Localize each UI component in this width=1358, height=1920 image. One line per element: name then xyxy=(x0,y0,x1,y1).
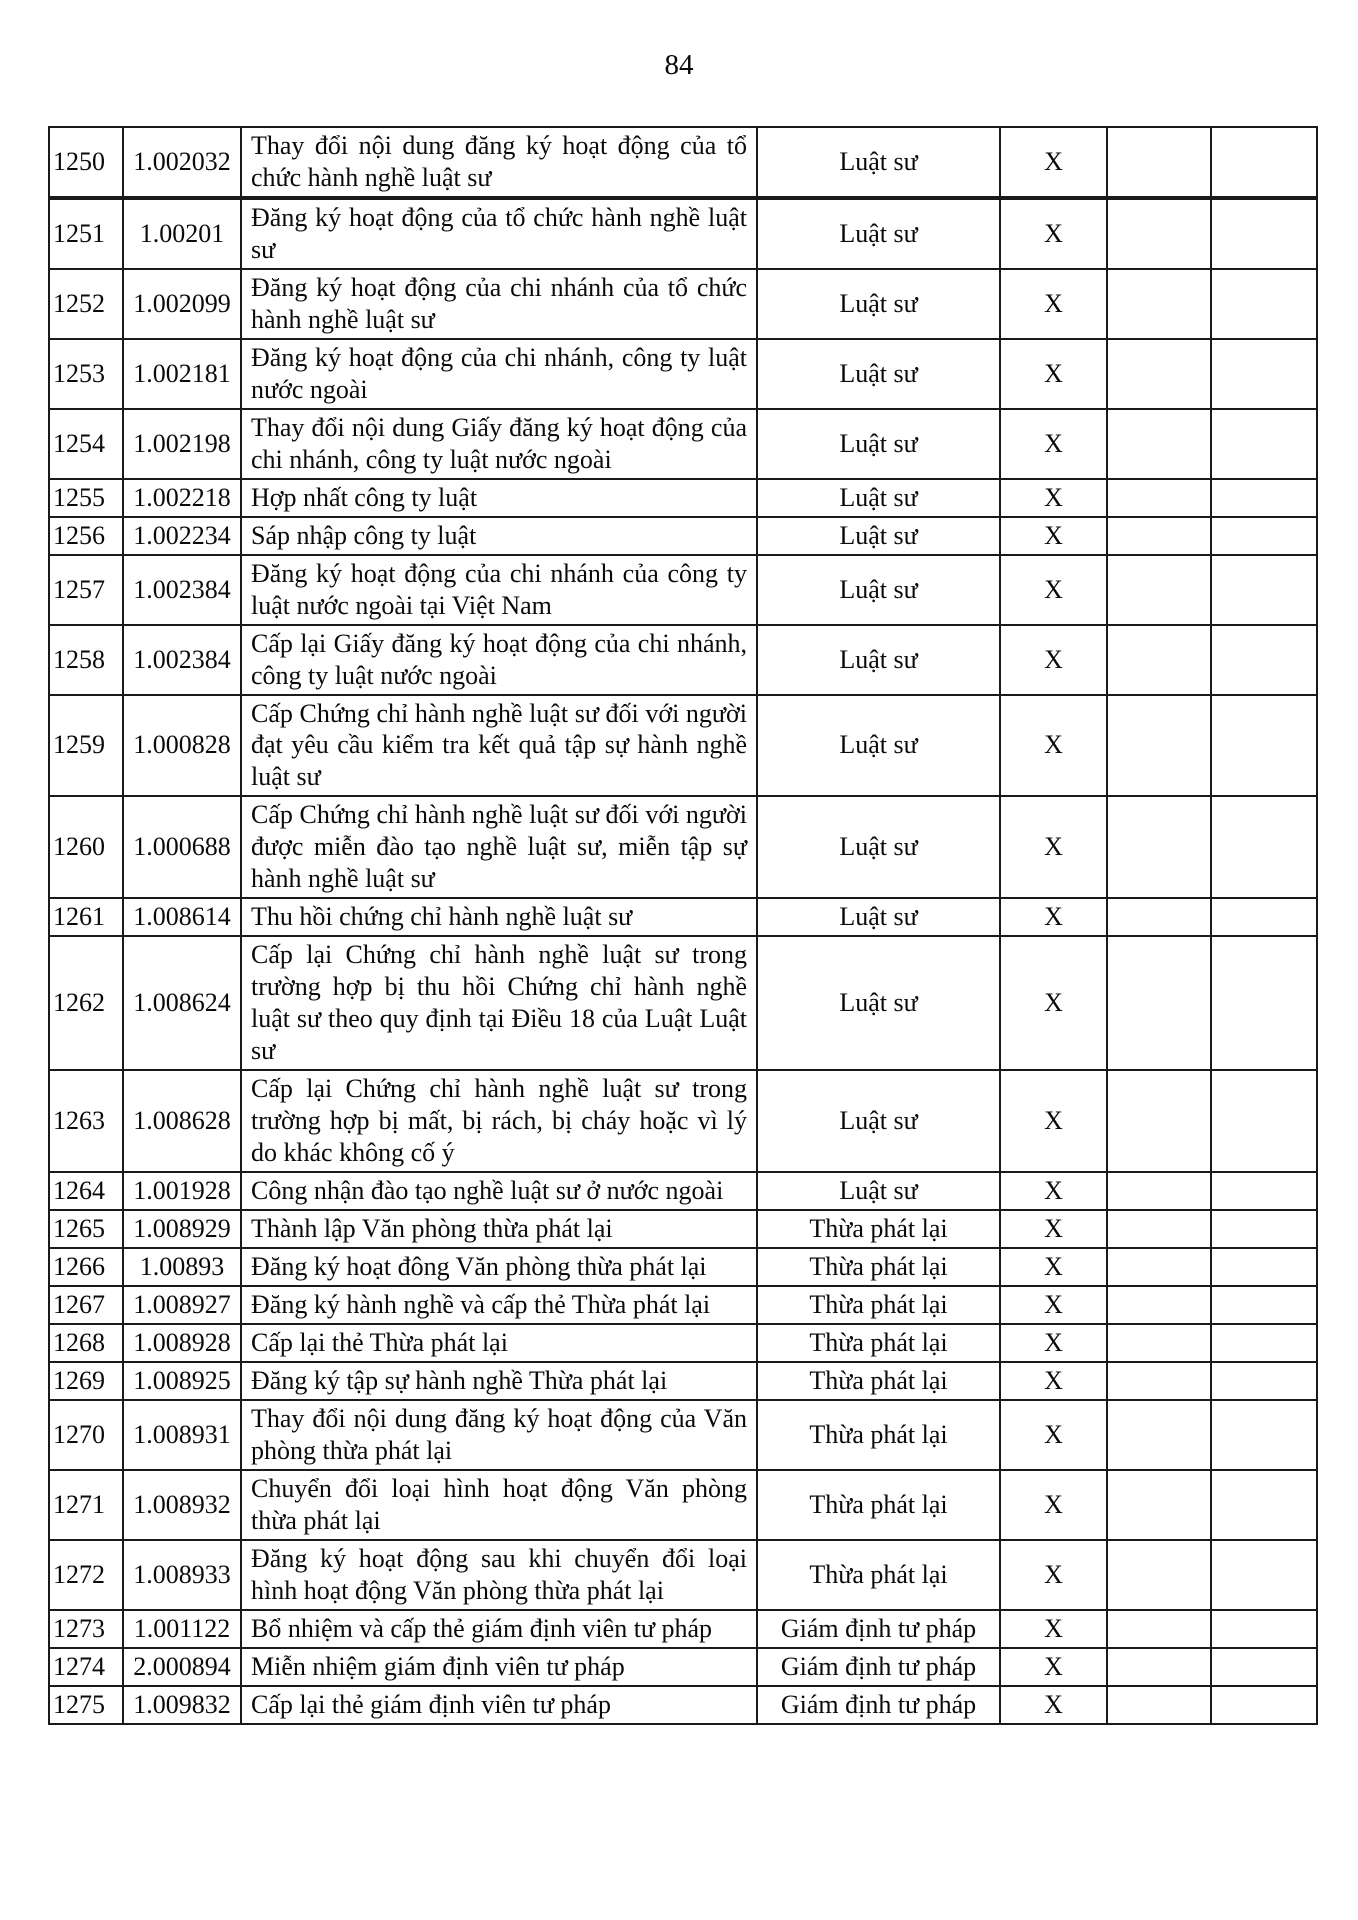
procedure-description-cell: Bổ nhiệm và cấp thẻ giám định viên tư pháp xyxy=(241,1610,757,1648)
procedure-code-cell: 1.008624 xyxy=(123,936,241,1070)
mark-cell: X xyxy=(1000,1286,1107,1324)
empty-cell-2 xyxy=(1211,1324,1317,1362)
mark-cell: X xyxy=(1000,1210,1107,1248)
table-row xyxy=(49,517,1317,555)
row-number-cell: 1275 xyxy=(49,1686,123,1724)
empty-cell-1 xyxy=(1107,555,1211,625)
category-cell: Thừa phát lại xyxy=(757,1540,1000,1610)
procedure-description-cell: Đăng ký hoạt động của chi nhánh, công ty luật nước ngoài xyxy=(241,339,757,409)
table-row xyxy=(49,1172,1317,1210)
empty-cell-1 xyxy=(1107,339,1211,409)
procedure-description-cell: Thay đổi nội dung đăng ký hoạt động của tổ chức hành nghề luật sư xyxy=(241,127,757,198)
procedure-description-cell: Thành lập Văn phòng thừa phát lại xyxy=(241,1210,757,1248)
procedure-code-cell: 1.00893 xyxy=(123,1248,241,1286)
empty-cell-2 xyxy=(1211,1470,1317,1540)
mark-cell: X xyxy=(1000,269,1107,339)
procedure-code-cell: 1.002384 xyxy=(123,555,241,625)
procedure-description-cell: Sáp nhập công ty luật xyxy=(241,517,757,555)
mark-cell: X xyxy=(1000,555,1107,625)
empty-cell-2 xyxy=(1211,1070,1317,1172)
empty-cell-2 xyxy=(1211,1648,1317,1686)
procedure-description-cell: Đăng ký hoạt đông Văn phòng thừa phát lại xyxy=(241,1248,757,1286)
empty-cell-2 xyxy=(1211,339,1317,409)
empty-cell-2 xyxy=(1211,898,1317,936)
procedure-description-cell: Cấp Chứng chỉ hành nghề luật sư đối với người được miễn đào tạo nghề luật sư, miễn tập sự hành nghề luật sư xyxy=(241,796,757,898)
procedure-code-cell: 1.008628 xyxy=(123,1070,241,1172)
mark-cell: X xyxy=(1000,1362,1107,1400)
procedure-description-cell: Đăng ký hoạt động của chi nhánh của tổ chức hành nghề luật sư xyxy=(241,269,757,339)
table-row xyxy=(49,1648,1317,1686)
category-cell: Thừa phát lại xyxy=(757,1248,1000,1286)
row-number-cell: 1251 xyxy=(49,198,123,269)
empty-cell-1 xyxy=(1107,1324,1211,1362)
procedure-code-cell: 1.000828 xyxy=(123,695,241,797)
procedure-code-cell: 1.002384 xyxy=(123,625,241,695)
mark-cell: X xyxy=(1000,625,1107,695)
empty-cell-1 xyxy=(1107,1362,1211,1400)
empty-cell-2 xyxy=(1211,517,1317,555)
empty-cell-1 xyxy=(1107,1248,1211,1286)
procedure-description-cell: Thay đổi nội dung Giấy đăng ký hoạt động của chi nhánh, công ty luật nước ngoài xyxy=(241,409,757,479)
empty-cell-2 xyxy=(1211,1610,1317,1648)
category-cell: Luật sư xyxy=(757,936,1000,1070)
empty-cell-1 xyxy=(1107,517,1211,555)
empty-cell-2 xyxy=(1211,625,1317,695)
table-row xyxy=(49,198,1317,269)
procedure-code-cell: 1.008927 xyxy=(123,1286,241,1324)
procedure-code-cell: 1.002198 xyxy=(123,409,241,479)
procedure-code-cell: 1.002099 xyxy=(123,269,241,339)
empty-cell-1 xyxy=(1107,936,1211,1070)
table-row xyxy=(49,127,1317,198)
table-row xyxy=(49,1070,1317,1172)
procedure-description-cell: Cấp lại Chứng chỉ hành nghề luật sư trong trường hợp bị thu hồi Chứng chỉ hành nghề luật sư theo quy định tại Điều 18 của Luật Luật sư xyxy=(241,936,757,1070)
table-row xyxy=(49,1362,1317,1400)
row-number-cell: 1250 xyxy=(49,127,123,198)
empty-cell-1 xyxy=(1107,198,1211,269)
table-row xyxy=(49,1540,1317,1610)
table-row xyxy=(49,1248,1317,1286)
empty-cell-1 xyxy=(1107,1172,1211,1210)
mark-cell: X xyxy=(1000,409,1107,479)
procedure-description-cell: Cấp Chứng chỉ hành nghề luật sư đối với người đạt yêu cầu kiểm tra kết quả tập sự hành nghề luật sư xyxy=(241,695,757,797)
mark-cell: X xyxy=(1000,1400,1107,1470)
category-cell: Giám định tư pháp xyxy=(757,1648,1000,1686)
table-row xyxy=(49,1400,1317,1470)
table-row xyxy=(49,409,1317,479)
category-cell: Luật sư xyxy=(757,409,1000,479)
category-cell: Luật sư xyxy=(757,695,1000,797)
procedure-description-cell: Miễn nhiệm giám định viên tư pháp xyxy=(241,1648,757,1686)
table-row xyxy=(49,1286,1317,1324)
procedure-description-cell: Đăng ký tập sự hành nghề Thừa phát lại xyxy=(241,1362,757,1400)
row-number-cell: 1260 xyxy=(49,796,123,898)
procedure-code-cell: 1.008929 xyxy=(123,1210,241,1248)
procedure-description-cell: Cấp lại thẻ giám định viên tư pháp xyxy=(241,1686,757,1724)
table-body xyxy=(49,127,1317,1724)
row-number-cell: 1253 xyxy=(49,339,123,409)
table-row xyxy=(49,1324,1317,1362)
procedure-description-cell: Công nhận đào tạo nghề luật sư ở nước ngoài xyxy=(241,1172,757,1210)
empty-cell-2 xyxy=(1211,1210,1317,1248)
empty-cell-1 xyxy=(1107,1540,1211,1610)
empty-cell-1 xyxy=(1107,269,1211,339)
mark-cell: X xyxy=(1000,1686,1107,1724)
table-row xyxy=(49,625,1317,695)
table-row xyxy=(49,1470,1317,1540)
empty-cell-1 xyxy=(1107,127,1211,198)
category-cell: Luật sư xyxy=(757,625,1000,695)
category-cell: Thừa phát lại xyxy=(757,1210,1000,1248)
procedure-code-cell: 1.002181 xyxy=(123,339,241,409)
empty-cell-2 xyxy=(1211,1362,1317,1400)
mark-cell: X xyxy=(1000,1470,1107,1540)
empty-cell-1 xyxy=(1107,695,1211,797)
empty-cell-1 xyxy=(1107,479,1211,517)
empty-cell-2 xyxy=(1211,1172,1317,1210)
empty-cell-1 xyxy=(1107,796,1211,898)
row-number-cell: 1255 xyxy=(49,479,123,517)
table-row xyxy=(49,1610,1317,1648)
row-number-cell: 1267 xyxy=(49,1286,123,1324)
row-number-cell: 1258 xyxy=(49,625,123,695)
mark-cell: X xyxy=(1000,695,1107,797)
table-row xyxy=(49,269,1317,339)
empty-cell-1 xyxy=(1107,1648,1211,1686)
procedure-code-cell: 1.008933 xyxy=(123,1540,241,1610)
row-number-cell: 1270 xyxy=(49,1400,123,1470)
procedure-code-cell: 1.001122 xyxy=(123,1610,241,1648)
empty-cell-1 xyxy=(1107,1470,1211,1540)
mark-cell: X xyxy=(1000,1172,1107,1210)
category-cell: Luật sư xyxy=(757,269,1000,339)
table-row xyxy=(49,936,1317,1070)
category-cell: Giám định tư pháp xyxy=(757,1686,1000,1724)
row-number-cell: 1273 xyxy=(49,1610,123,1648)
table-row xyxy=(49,1210,1317,1248)
mark-cell: X xyxy=(1000,127,1107,198)
row-number-cell: 1263 xyxy=(49,1070,123,1172)
procedure-description-cell: Đăng ký hoạt động của chi nhánh của công ty luật nước ngoài tại Việt Nam xyxy=(241,555,757,625)
procedure-description-cell: Cấp lại Chứng chỉ hành nghề luật sư trong trường hợp bị mất, bị rách, bị cháy hoặc vì lý do khác không cố ý xyxy=(241,1070,757,1172)
empty-cell-1 xyxy=(1107,1400,1211,1470)
row-number-cell: 1259 xyxy=(49,695,123,797)
empty-cell-1 xyxy=(1107,898,1211,936)
procedure-description-cell: Đăng ký hành nghề và cấp thẻ Thừa phát lại xyxy=(241,1286,757,1324)
empty-cell-2 xyxy=(1211,1286,1317,1324)
category-cell: Thừa phát lại xyxy=(757,1286,1000,1324)
category-cell: Luật sư xyxy=(757,517,1000,555)
empty-cell-2 xyxy=(1211,127,1317,198)
category-cell: Luật sư xyxy=(757,898,1000,936)
mark-cell: X xyxy=(1000,898,1107,936)
category-cell: Luật sư xyxy=(757,1070,1000,1172)
table-row xyxy=(49,796,1317,898)
mark-cell: X xyxy=(1000,517,1107,555)
empty-cell-2 xyxy=(1211,796,1317,898)
row-number-cell: 1271 xyxy=(49,1470,123,1540)
mark-cell: X xyxy=(1000,1540,1107,1610)
procedure-code-cell: 1.002234 xyxy=(123,517,241,555)
table-row xyxy=(49,339,1317,409)
category-cell: Luật sư xyxy=(757,198,1000,269)
procedure-description-cell: Đăng ký hoạt động sau khi chuyển đổi loại hình hoạt động Văn phòng thừa phát lại xyxy=(241,1540,757,1610)
procedure-code-cell: 1.000688 xyxy=(123,796,241,898)
row-number-cell: 1272 xyxy=(49,1540,123,1610)
mark-cell: X xyxy=(1000,1248,1107,1286)
mark-cell: X xyxy=(1000,1324,1107,1362)
empty-cell-2 xyxy=(1211,409,1317,479)
category-cell: Thừa phát lại xyxy=(757,1400,1000,1470)
category-cell: Luật sư xyxy=(757,127,1000,198)
empty-cell-2 xyxy=(1211,198,1317,269)
row-number-cell: 1261 xyxy=(49,898,123,936)
table-row xyxy=(49,479,1317,517)
row-number-cell: 1265 xyxy=(49,1210,123,1248)
category-cell: Luật sư xyxy=(757,479,1000,517)
row-number-cell: 1269 xyxy=(49,1362,123,1400)
row-number-cell: 1262 xyxy=(49,936,123,1070)
procedure-code-cell: 1.001928 xyxy=(123,1172,241,1210)
empty-cell-1 xyxy=(1107,409,1211,479)
procedure-code-cell: 2.000894 xyxy=(123,1648,241,1686)
procedure-code-cell: 1.009832 xyxy=(123,1686,241,1724)
category-cell: Luật sư xyxy=(757,1172,1000,1210)
row-number-cell: 1257 xyxy=(49,555,123,625)
procedure-description-cell: Thay đổi nội dung đăng ký hoạt động của Văn phòng thừa phát lại xyxy=(241,1400,757,1470)
row-number-cell: 1266 xyxy=(49,1248,123,1286)
table-row xyxy=(49,695,1317,797)
page-number: 84 xyxy=(664,49,694,81)
procedure-code-cell: 1.008614 xyxy=(123,898,241,936)
empty-cell-1 xyxy=(1107,1210,1211,1248)
procedure-code-cell: 1.008931 xyxy=(123,1400,241,1470)
empty-cell-2 xyxy=(1211,269,1317,339)
row-number-cell: 1252 xyxy=(49,269,123,339)
empty-cell-2 xyxy=(1211,1248,1317,1286)
procedure-description-cell: Thu hồi chứng chỉ hành nghề luật sư xyxy=(241,898,757,936)
procedure-code-cell: 1.008925 xyxy=(123,1362,241,1400)
empty-cell-2 xyxy=(1211,1540,1317,1610)
procedure-code-cell: 1.008928 xyxy=(123,1324,241,1362)
empty-cell-1 xyxy=(1107,1686,1211,1724)
procedure-description-cell: Cấp lại Giấy đăng ký hoạt động của chi nhánh, công ty luật nước ngoài xyxy=(241,625,757,695)
row-number-cell: 1268 xyxy=(49,1324,123,1362)
empty-cell-1 xyxy=(1107,1286,1211,1324)
empty-cell-1 xyxy=(1107,1070,1211,1172)
procedure-description-cell: Cấp lại thẻ Thừa phát lại xyxy=(241,1324,757,1362)
empty-cell-2 xyxy=(1211,555,1317,625)
mark-cell: X xyxy=(1000,796,1107,898)
table-row xyxy=(49,898,1317,936)
procedure-description-cell: Đăng ký hoạt động của tổ chức hành nghề luật sư xyxy=(241,198,757,269)
category-cell: Thừa phát lại xyxy=(757,1324,1000,1362)
table-row xyxy=(49,555,1317,625)
procedure-description-cell: Hợp nhất công ty luật xyxy=(241,479,757,517)
empty-cell-2 xyxy=(1211,1686,1317,1724)
mark-cell: X xyxy=(1000,936,1107,1070)
empty-cell-1 xyxy=(1107,1610,1211,1648)
mark-cell: X xyxy=(1000,198,1107,269)
empty-cell-2 xyxy=(1211,695,1317,797)
procedure-code-cell: 1.002218 xyxy=(123,479,241,517)
empty-cell-2 xyxy=(1211,479,1317,517)
procedure-description-cell: Chuyển đổi loại hình hoạt động Văn phòng thừa phát lại xyxy=(241,1470,757,1540)
category-cell: Luật sư xyxy=(757,796,1000,898)
empty-cell-2 xyxy=(1211,936,1317,1070)
category-cell: Luật sư xyxy=(757,339,1000,409)
mark-cell: X xyxy=(1000,1610,1107,1648)
procedures-table xyxy=(48,126,1318,1725)
procedure-code-cell: 1.00201 xyxy=(123,198,241,269)
procedure-code-cell: 1.002032 xyxy=(123,127,241,198)
row-number-cell: 1256 xyxy=(49,517,123,555)
mark-cell: X xyxy=(1000,1070,1107,1172)
category-cell: Thừa phát lại xyxy=(757,1362,1000,1400)
category-cell: Thừa phát lại xyxy=(757,1470,1000,1540)
table-row xyxy=(49,1686,1317,1724)
mark-cell: X xyxy=(1000,479,1107,517)
mark-cell: X xyxy=(1000,1648,1107,1686)
mark-cell: X xyxy=(1000,339,1107,409)
procedure-code-cell: 1.008932 xyxy=(123,1470,241,1540)
row-number-cell: 1264 xyxy=(49,1172,123,1210)
category-cell: Luật sư xyxy=(757,555,1000,625)
empty-cell-1 xyxy=(1107,625,1211,695)
empty-cell-2 xyxy=(1211,1400,1317,1470)
row-number-cell: 1274 xyxy=(49,1648,123,1686)
category-cell: Giám định tư pháp xyxy=(757,1610,1000,1648)
row-number-cell: 1254 xyxy=(49,409,123,479)
